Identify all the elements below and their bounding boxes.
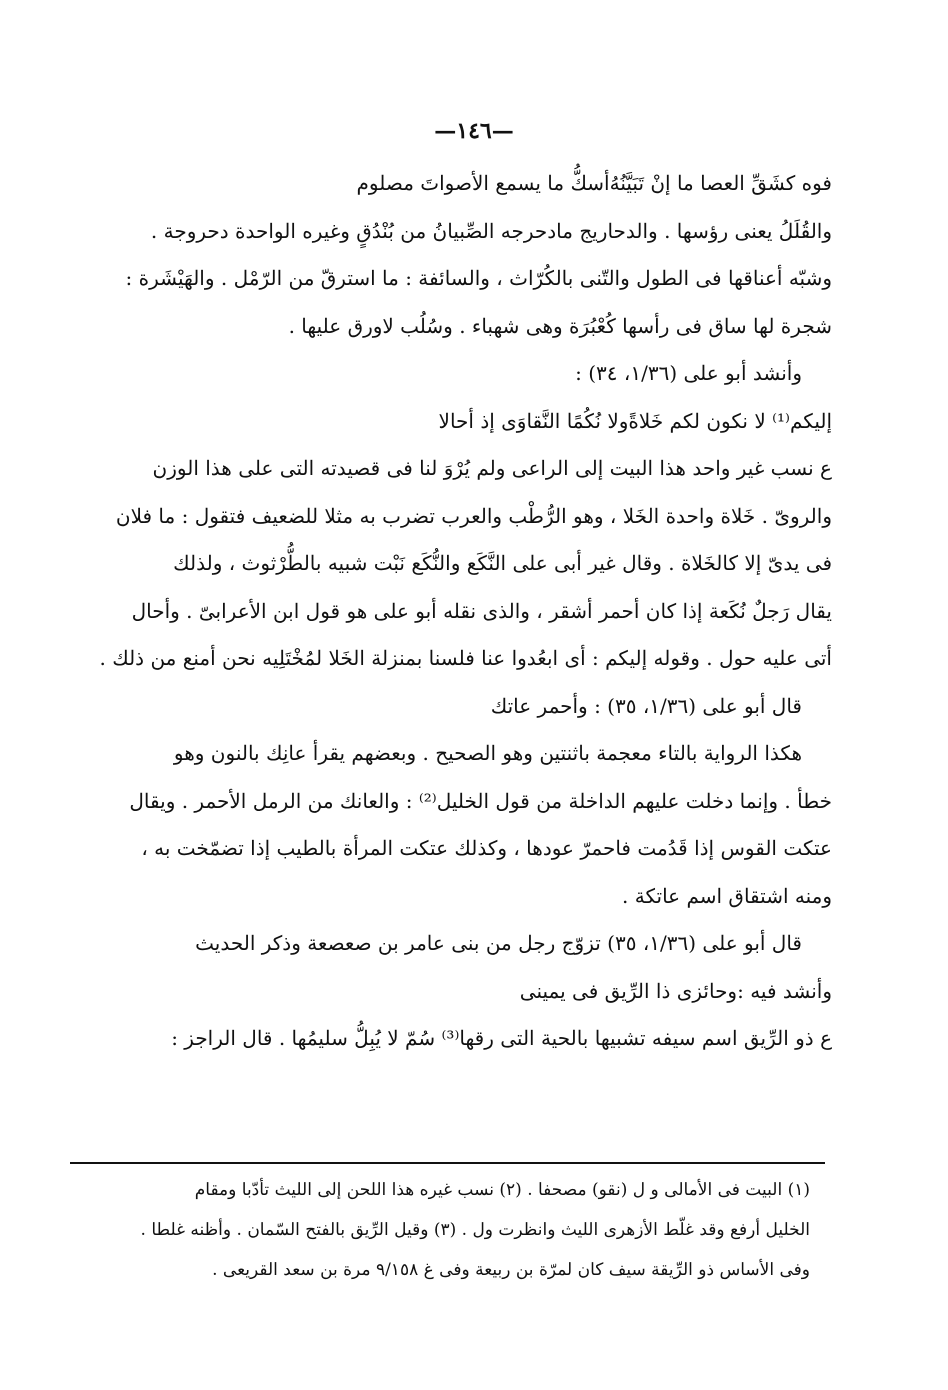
text-line: ع نسب غير واحد هذا البيت إلى الراعى ولم يُرْوَ لنا فى قصيدته التى على هذا الوزن — [152, 456, 832, 480]
text-line: ومنه اشتقاق اسم عاتكة . — [622, 883, 832, 908]
verse-line — [92, 160, 832, 208]
text-line: فى يدىّ إلا كالخَلاة . وقال غير أبى على النَّكَع والنُّكَع نَبْت شبيه بالطُّرْثوث ، ولذلك — [173, 551, 832, 575]
verse-line — [92, 968, 832, 1016]
text-line: وشبّه أعناقها فى الطول والتّنى بالكُرّاث ، والسائفة : ما استرقّ من الرّمْل . والهَيْشَرة : — [125, 266, 832, 290]
verse-intro: وأنشد فيه : — [737, 978, 832, 1003]
hemistich-first: وحائزى ذا الرِّيق فى يمينى — [519, 978, 738, 1003]
text-line: ع ذو الرِّيق اسم سيفه تشبيها بالحية التى رقها⁽³⁾ سُمّ لا يُبِلُّ سليمُها . قال الراجز : — [171, 1026, 832, 1050]
footnote-line: وفى الأساس ذو الرِّيقة سيف كان لمرّة بن ربيعة وفى غ ٩/١٥٨ مرة بن سعد القريعى . — [212, 1260, 810, 1280]
text-line: أتى عليه حول . وقوله إليكم : أى ابعُدوا عنا فلسنا بمنزلة الخَلا لمُخْتَلِيه نحن أمنع من ذلك . — [99, 646, 832, 670]
text-line: وأنشد أبو على (١/٣٦، ٣٤) : — [575, 361, 802, 385]
main-text — [92, 160, 832, 1063]
text-line: قال أبو على (١/٣٦، ٣٥) تزوّج رجل من بنى عامر بن صعصعة وذكر الحديث — [195, 931, 802, 955]
footnotes — [80, 1170, 810, 1290]
footnote-divider — [70, 1162, 825, 1164]
text-line: خطأ . وإنما دخلت عليهم الداخلة من قول الخليل⁽²⁾ : والعانك من الرمل الأحمر . ويقال — [129, 788, 832, 813]
hemistich-first: فوه كشَقِّ العصا ما إنْ تَبَيَّنُهُ — [609, 171, 832, 195]
text-line: قال أبو على (١/٣٦، ٣٥) : وأحمر عاتك — [490, 693, 802, 718]
text-line: يقال رَجلٌ نُكَعة إذا كان أحمر أشقر ، والذى نقله أبو على هو قول ابن الأعرابىّ . وأحال — [131, 598, 832, 623]
text-line: عتكت القوس إذا قَدُمت فاحمرّ عودها ، وكذلك عتكت المرأة بالطيب إذا تضمّخت به ، — [141, 836, 832, 860]
hemistich-second: ولا نُكُمًا النَّقاوَى إذ أحالا — [438, 408, 629, 433]
text-line: شجرة لها ساق فى رأسها كُعْبُرَة وهى شهباء . وسُلُب لاورق عليها . — [288, 313, 832, 338]
footnote-line: (١) البيت فى الأمالى و ل (نقو) مصحفا . (٢) نسب غيره هذا اللحن إلى الليث تأدّبا ومقام — [194, 1180, 810, 1200]
hemistich-second: أسكُّ ما يسمع الأصواتَ مصلوم — [356, 171, 610, 195]
verse-line — [92, 398, 832, 446]
text-line: هكذا الرواية بالتاء معجمة باثنتين وهو الصحيح . وبعضهم يقرأ عانِك بالنون وهو — [173, 741, 802, 765]
text-line: والروىّ . خَلاة واحدة الخَلا ، وهو الرُّطْب والعرب تضرب به مثلا للضعيف فتقول : ما فلان — [115, 503, 832, 528]
page-number: —١٤٦— — [434, 118, 514, 144]
footnote-line: الخليل أرفع وقد غلّط الأزهرى الليث وانظرت ول . (٣) وقيل الرِّيق بالفتح السّمان . وأظنه غلطا . — [140, 1220, 810, 1240]
text-line: والقُلَلُ يعنى رؤسها . والدحاريج مادحرجه الصِّبيانُ من بُنْدُقٍ وغيره الواحدة دحروجة . — [150, 218, 832, 243]
hemistich-first: إليكم⁽¹⁾ لا نكون لكم خَلاةً — [628, 408, 832, 433]
